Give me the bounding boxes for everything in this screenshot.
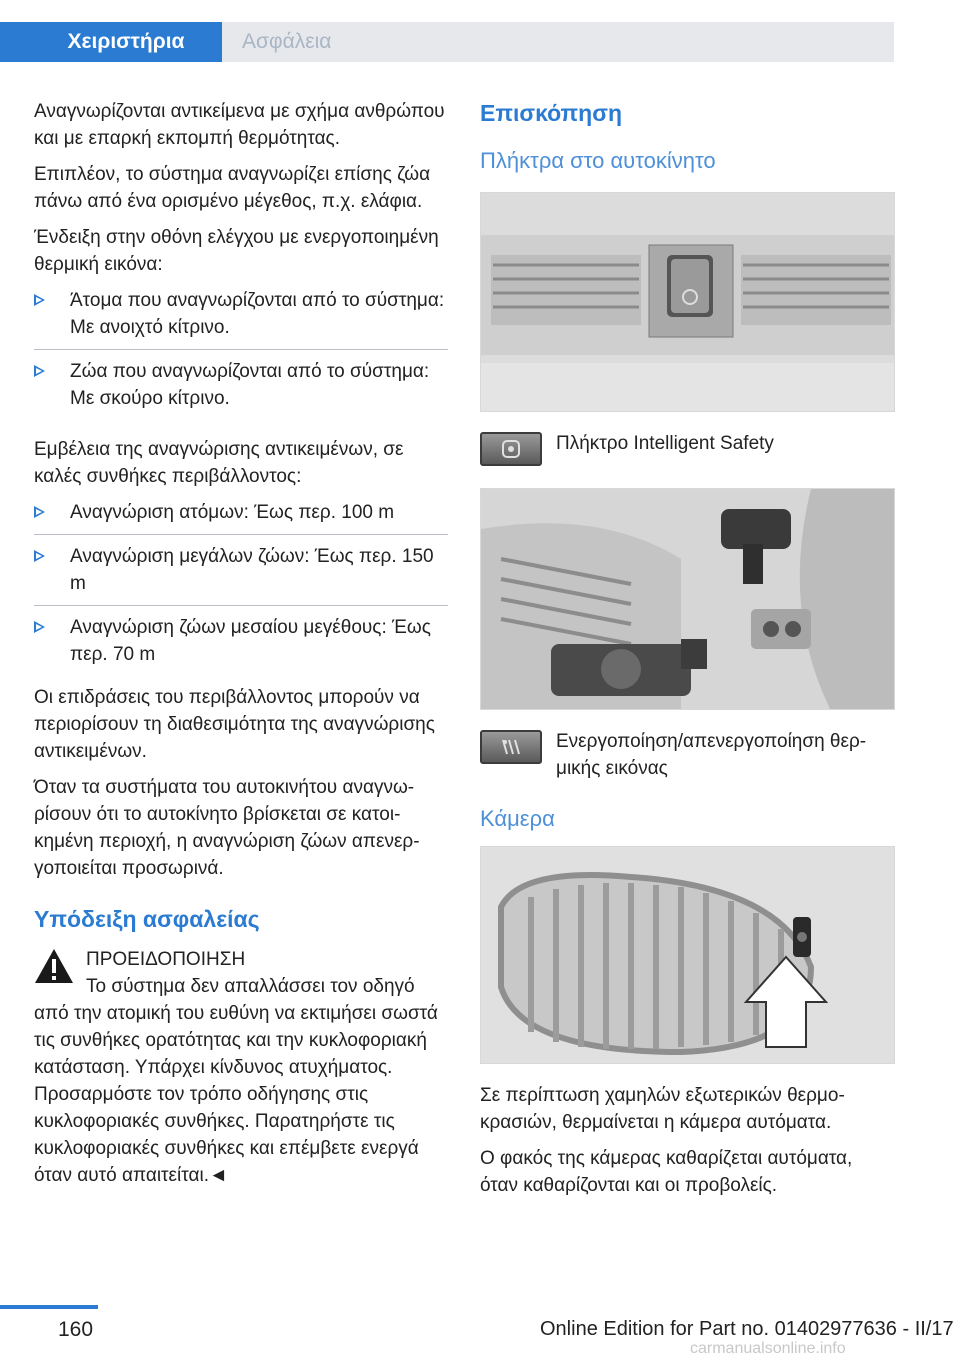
tab-controls[interactable]: Χειριστήρια xyxy=(0,22,222,62)
dashboard-buttons-photo xyxy=(480,192,895,412)
paragraph-range: Εμβέλεια της αναγνώρισης αντικειμένων, σε καλές συνθήκες περιβάλλοντος: xyxy=(34,439,404,487)
overview-title: Επισκόπηση xyxy=(480,100,622,126)
display-color-list xyxy=(34,287,448,420)
thermal-image-key-label: Ενεργοποίηση/απενεργοποίηση θερμικής εικόνας xyxy=(556,731,867,779)
intelligent-safety-button-icon xyxy=(480,432,542,466)
tab-safety[interactable]: Ασφάλεια xyxy=(222,22,894,62)
left-column xyxy=(34,98,448,1189)
paragraph-residential: Όταν τα συστήματα του αυτοκινήτου αναγνωρίσουν ότι το αυτοκίνητο βρίσκεται σε κατοικημένη περιοχή, η αναγνώριση ζώων απενεργοποιείται προσωρινά. xyxy=(34,777,420,879)
kidney-grille-illustration xyxy=(481,847,895,1064)
warning-heading: ΠΡΟΕΙΔΟΠΟΙΗΣΗ xyxy=(86,949,246,970)
page-number: 160 xyxy=(58,1318,94,1341)
paragraph-detection-animals: Επιπλέον, το σύστημα αναγνωρίζει επίσης ζώα πάνω από ένα ορισμένο μέγεθος, π.χ. ελάφια. xyxy=(34,164,431,212)
list-item: Αναγνώριση ζώων μεσαίου μεγέθους: Έως περ. 70 m xyxy=(34,614,448,676)
triangle-bullet-icon xyxy=(34,365,45,377)
range-list xyxy=(34,499,448,676)
dashboard-illustration xyxy=(481,193,895,412)
steering-controls-illustration xyxy=(481,489,895,710)
warning-block xyxy=(34,946,448,1189)
list-item: Αναγνώριση μεγάλων ζώων: Έως περ. 150 m xyxy=(34,543,448,606)
list-item: Άτομα που αναγνωρίζονται από το σύστημα: Με ανοιχτό κίτρινο. xyxy=(34,287,448,350)
intelligent-safety-key-label: Πλήκτρο Intelligent Safety xyxy=(556,433,774,454)
right-column xyxy=(480,98,895,1208)
triangle-bullet-icon xyxy=(34,506,45,518)
triangle-bullet-icon xyxy=(34,550,45,562)
camera-grille-photo xyxy=(480,846,895,1064)
paragraph-environment: Οι επιδράσεις του περιβάλλοντος μπορούν να περιορίσουν τη διαθεσιμότητα της αναγνώρισης αντικειμένων. xyxy=(34,687,435,762)
camera-cleaning-paragraph: Ο φακός της κάμερας καθαρίζεται αυτόματα, όταν καθαρίζονται και οι προβολείς. xyxy=(480,1148,853,1196)
buttons-title: Πλήκτρα στο αυτοκίνητο xyxy=(480,148,716,173)
list-item: Αναγνώριση ατόμων: Έως περ. 100 m xyxy=(34,499,448,535)
camera-title: Κάμερα xyxy=(480,806,555,831)
warning-first-line: Το σύστημα δεν απαλλάσσει τον οδηγό xyxy=(86,976,415,997)
intelligent-safety-key-row xyxy=(480,430,895,466)
thermal-image-key-row xyxy=(480,728,895,782)
safety-title: Υπόδειξη ασφαλείας xyxy=(34,906,260,932)
paragraph-detection-humans: Αναγνωρίζονται αντικείμενα με σχήμα ανθρώπου και με επαρκή εκπομπή θερμότητας. xyxy=(34,101,445,149)
edition-info: Online Edition for Part no. 01402977636 - II/17 xyxy=(540,1318,954,1340)
footer-accent-line xyxy=(0,1305,98,1309)
paragraph-display-info: Ένδειξη στην οθόνη ελέγχου με ενεργοποιημένη θερμική εικόνα: xyxy=(34,227,439,275)
steering-column-photo xyxy=(480,488,895,710)
list-item: Ζώα που αναγνωρίζονται από το σύστημα: Με σκούρο κίτρινο. xyxy=(34,358,448,420)
triangle-bullet-icon xyxy=(34,621,45,633)
triangle-bullet-icon xyxy=(34,294,45,306)
page-header xyxy=(0,0,960,62)
thermal-image-button-icon xyxy=(480,730,542,764)
watermark: carmanualsonline.info xyxy=(690,1340,846,1357)
camera-heating-paragraph: Σε περίπτωση χαμηλών εξωτερικών θερμοκρασιών, θερμαίνεται η κάμερα αυτόματα. xyxy=(480,1085,845,1133)
warning-body: από την ατομική του ευθύνη να εκτιμήσει σωστά τις συνθήκες ορατότητας και την κυκλοφοριακή κατάσταση. Υπάρχει κίνδυνος ατυχήματος. Προσαρμόστε τον τρόπο οδήγησης στις κυκλοφοριακές συνθήκες. Παρατηρήστε τις κυκλοφοριακές συνθήκες και επέμβετε ενεργά όταν αυτό απαιτείται.◄ xyxy=(34,1003,438,1186)
warning-triangle-icon xyxy=(34,948,74,984)
